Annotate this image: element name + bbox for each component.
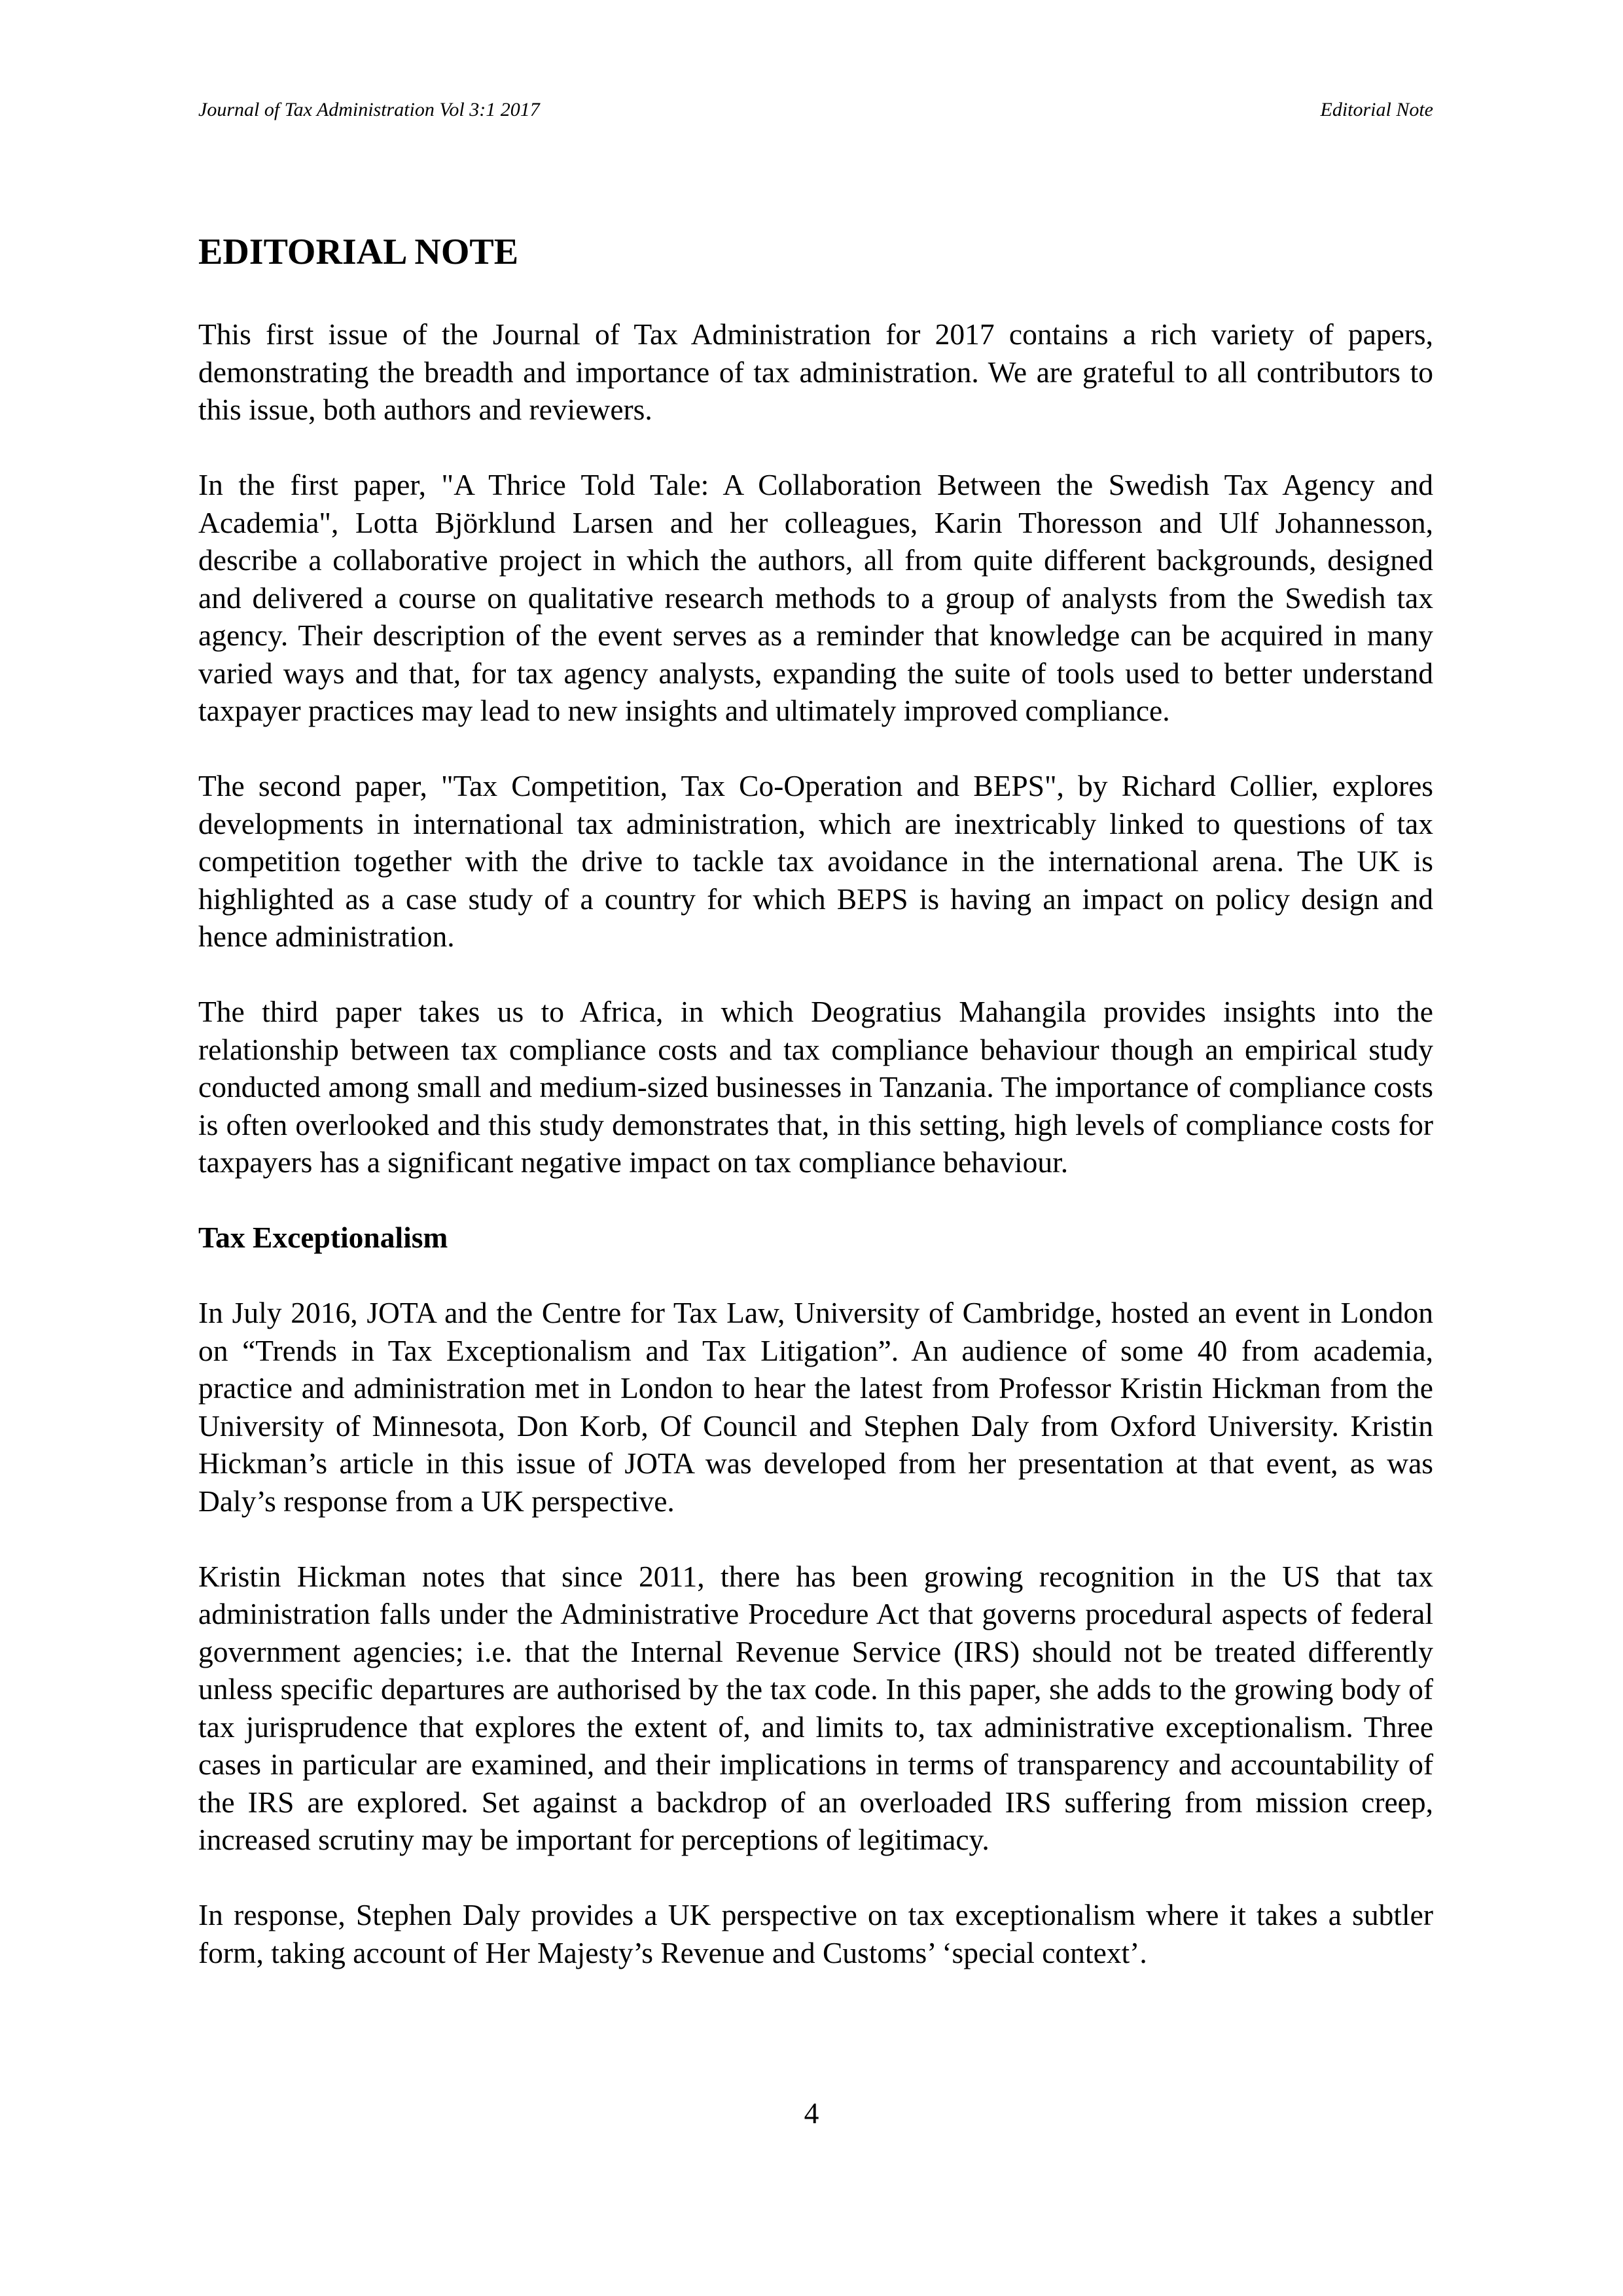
journal-citation: Journal of Tax Administration Vol 3:1 2017 — [198, 99, 540, 120]
running-header — [198, 98, 1433, 124]
third-paper-paragraph: The third paper takes us to Africa, in which Deogratius Mahangila provides insights into the relationship between tax compliance costs and tax compliance behaviour though an empirical study conducted among small and medium-sized businesses in Tanzania. The importance of compliance costs is often overlooked and this study demonstrates that, in this setting, high levels of compliance costs for taxpayers has a significant negative impact on tax compliance behaviour. — [198, 995, 1433, 1179]
article-body — [198, 226, 1433, 1971]
intro-paragraph: This first issue of the Journal of Tax Administration for 2017 contains a rich variety of papers, demonstrating the breadth and importance of tax administration. We are grateful to all contributors to this issue, both authors and reviewers. — [198, 317, 1433, 426]
page-number: 4 — [804, 2096, 819, 2130]
section-heading: Tax Exceptionalism — [198, 1221, 448, 1254]
first-paper-paragraph: In the first paper, "A Thrice Told Tale: A Collaboration Between the Swedish Tax Agency and Academia", Lotta Björklund Larsen and her colleagues, Karin Thoresson and Ulf Johannesson, describe a collaborative project in which the authors, all from quite different backgrounds, designed and delivered a course on qualitative research methods to a group of analysts from the Swedish tax agency. Their description of the event serves as a reminder that knowledge can be acquired in many varied ways and that, for tax agency analysts, expanding the suite of tools used to better understand taxpayer practices may lead to new insights and ultimately improved compliance. — [198, 468, 1433, 727]
hickman-paragraph: Kristin Hickman notes that since 2011, there has been growing recognition in the US that tax administration falls under the Administrative Procedure Act that governs procedural aspects of federal government agencies; i.e. that the Internal Revenue Service (IRS) should not be treated differently unless specific departures are authorised by the tax code. In this paper, she adds to the growing body of tax jurisprudence that explores the extent of, and limits to, tax administrative exceptionalism. Three cases in particular are examined, and their implications in terms of transparency and accountability of the IRS are explored. Set against a backdrop of an overloaded IRS suffering from mission creep, increased scrutiny may be important for perceptions of legitimacy. — [198, 1559, 1433, 1856]
section-label: Editorial Note — [1320, 99, 1433, 120]
second-paper-paragraph: The second paper, "Tax Competition, Tax Co-Operation and BEPS", by Richard Collier, explores developments in international tax administration, which are inextricably linked to questions of tax competition together with the drive to tackle tax avoidance in the international arena. The UK is highlighted as a case study of a country for which BEPS is having an impact on policy design and hence administration. — [198, 769, 1433, 953]
page-title: EDITORIAL NOTE — [198, 232, 519, 272]
event-paragraph: In July 2016, JOTA and the Centre for Tax Law, University of Cambridge, hosted an event in London on “Trends in Tax Exceptionalism and Tax Litigation”. An audience of some 40 from academia, practice and administration met in London to hear the latest from Professor Kristin Hickman from the University of Minnesota, Don Korb, Of Council and Stephen Daly from Oxford University. Kristin Hickman’s article in this issue of JOTA was developed from her presentation at that event, as was Daly’s response from a UK perspective. — [198, 1296, 1433, 1518]
daly-paragraph: In response, Stephen Daly provides a UK perspective on tax exceptionalism where it takes a subtler form, taking account of Her Majesty’s Revenue and Customs’ ‘special context’. — [198, 1898, 1433, 1969]
